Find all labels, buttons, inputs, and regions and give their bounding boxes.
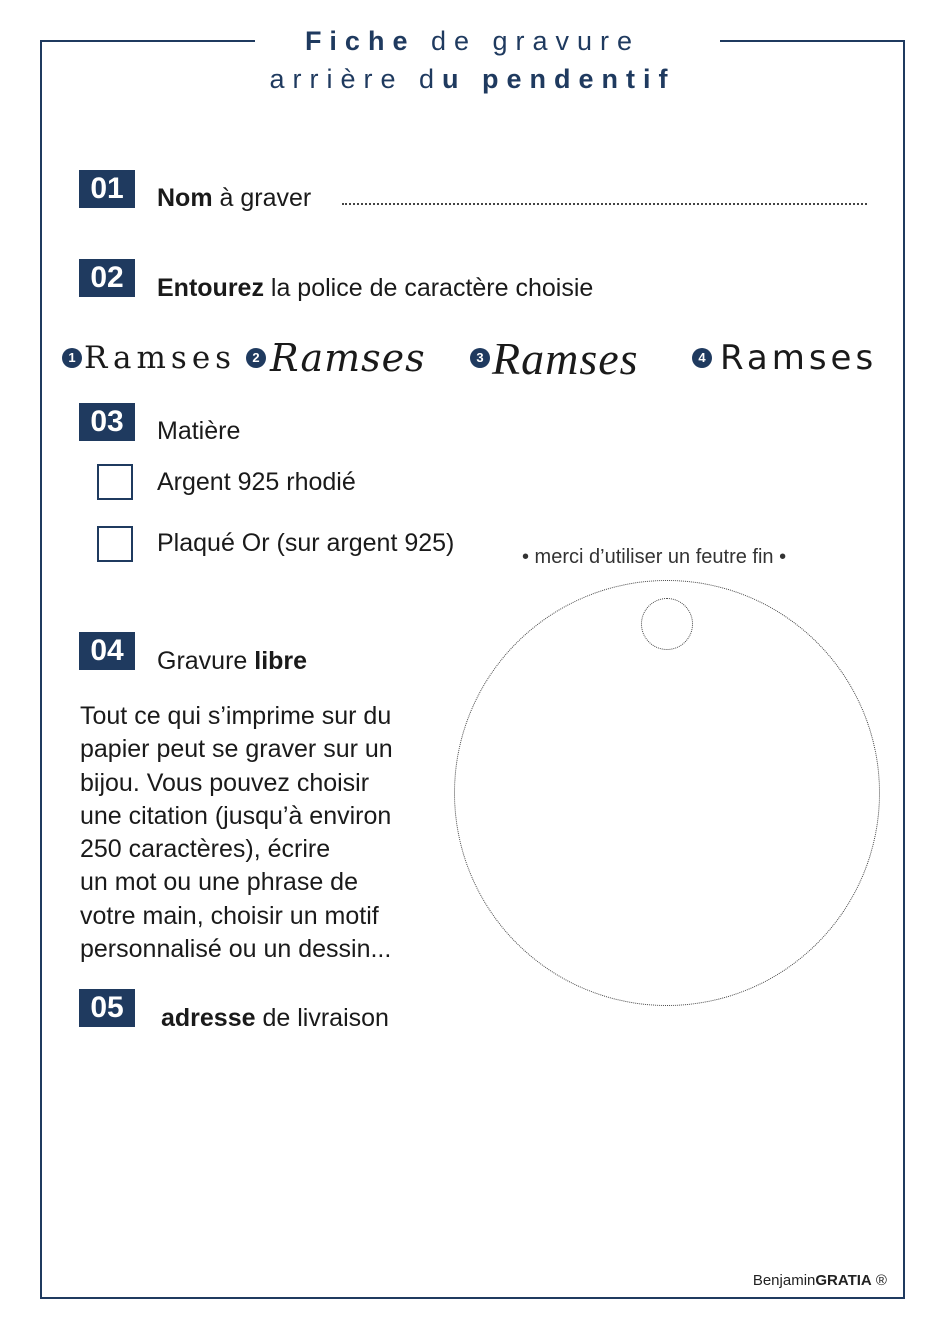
title-line-2 (0, 60, 945, 98)
font-option-4-number: 4 (692, 348, 712, 368)
font-option-2-number: 2 (246, 348, 266, 368)
material-checkbox-plaque-or[interactable] (97, 526, 133, 562)
description-line: Tout ce qui s’imprime sur du (80, 702, 392, 730)
section-05-number: 05 (79, 989, 135, 1027)
font-option-4-sample: Ramses (720, 338, 878, 378)
description-line: 250 caractères), écrire (80, 835, 331, 864)
brand-signature (753, 1272, 887, 1289)
section-02-number: 02 (79, 259, 135, 297)
font-option-2[interactable] (246, 328, 426, 388)
font-option-2-sample: Ramses (270, 336, 426, 380)
section-01-label-rest: à graver (212, 184, 312, 212)
description-line: votre main, choisir un motif (80, 901, 379, 930)
material-checkbox-argent[interactable] (97, 464, 133, 500)
material-label-argent: Argent 925 rhodié (157, 468, 356, 496)
section-05-label-rest: de livraison (255, 1004, 389, 1032)
font-option-1[interactable] (62, 328, 236, 388)
font-option-1-number: 1 (62, 348, 82, 368)
font-option-3-sample: Ramses (492, 332, 639, 384)
font-option-3-number: 3 (470, 348, 490, 368)
brand-mark: ® (871, 1272, 887, 1289)
section-05-label (161, 1002, 389, 1034)
section-02-label-bold: Entourez (157, 274, 264, 302)
pendant-bail-hole (641, 598, 693, 650)
font-option-4[interactable] (692, 328, 877, 388)
section-01-label (157, 182, 311, 214)
description-line: personnalisé ou un dessin... (80, 935, 392, 964)
description-line: un mot ou une phrase de (80, 868, 358, 897)
section-01-number: 01 (79, 170, 135, 208)
name-input-line[interactable] (342, 203, 867, 205)
material-label-plaque-or: Plaqué Or (sur argent 925) (157, 529, 455, 557)
title-light-2: arrière d (269, 64, 443, 94)
section-03-number: 03 (79, 403, 135, 441)
section-04-label-bold: libre (254, 647, 308, 675)
section-05-label-bold: adresse (161, 1004, 256, 1032)
font-option-1-sample: Ramses (84, 340, 237, 376)
section-02-label-rest: la police de caractère choisie (263, 274, 594, 302)
title-line-1 (0, 22, 945, 60)
title-bold-1: Fiche (304, 26, 416, 56)
brand-light: Benjamin (752, 1272, 816, 1289)
section-03-label: Matière (157, 417, 241, 445)
section-02-label (157, 272, 593, 304)
title-bold-2: u pendentif (442, 64, 676, 94)
section-04-number: 04 (79, 632, 135, 670)
engraving-description (80, 700, 450, 966)
felt-pen-note: • merci d’utiliser un feutre fin • (522, 546, 787, 568)
section-01-label-bold: Nom (157, 184, 213, 212)
description-line: bijou. Vous pouvez choisir (80, 768, 370, 797)
description-line: papier peut se graver sur un (80, 735, 393, 764)
brand-bold: GRATIA (815, 1272, 872, 1289)
font-option-3[interactable] (470, 328, 639, 388)
title-light-1: de gravure (415, 26, 641, 56)
section-04-label-rest: Gravure (157, 647, 255, 675)
section-04-label (157, 645, 307, 677)
description-line: une citation (jusqu’à environ (80, 801, 392, 830)
